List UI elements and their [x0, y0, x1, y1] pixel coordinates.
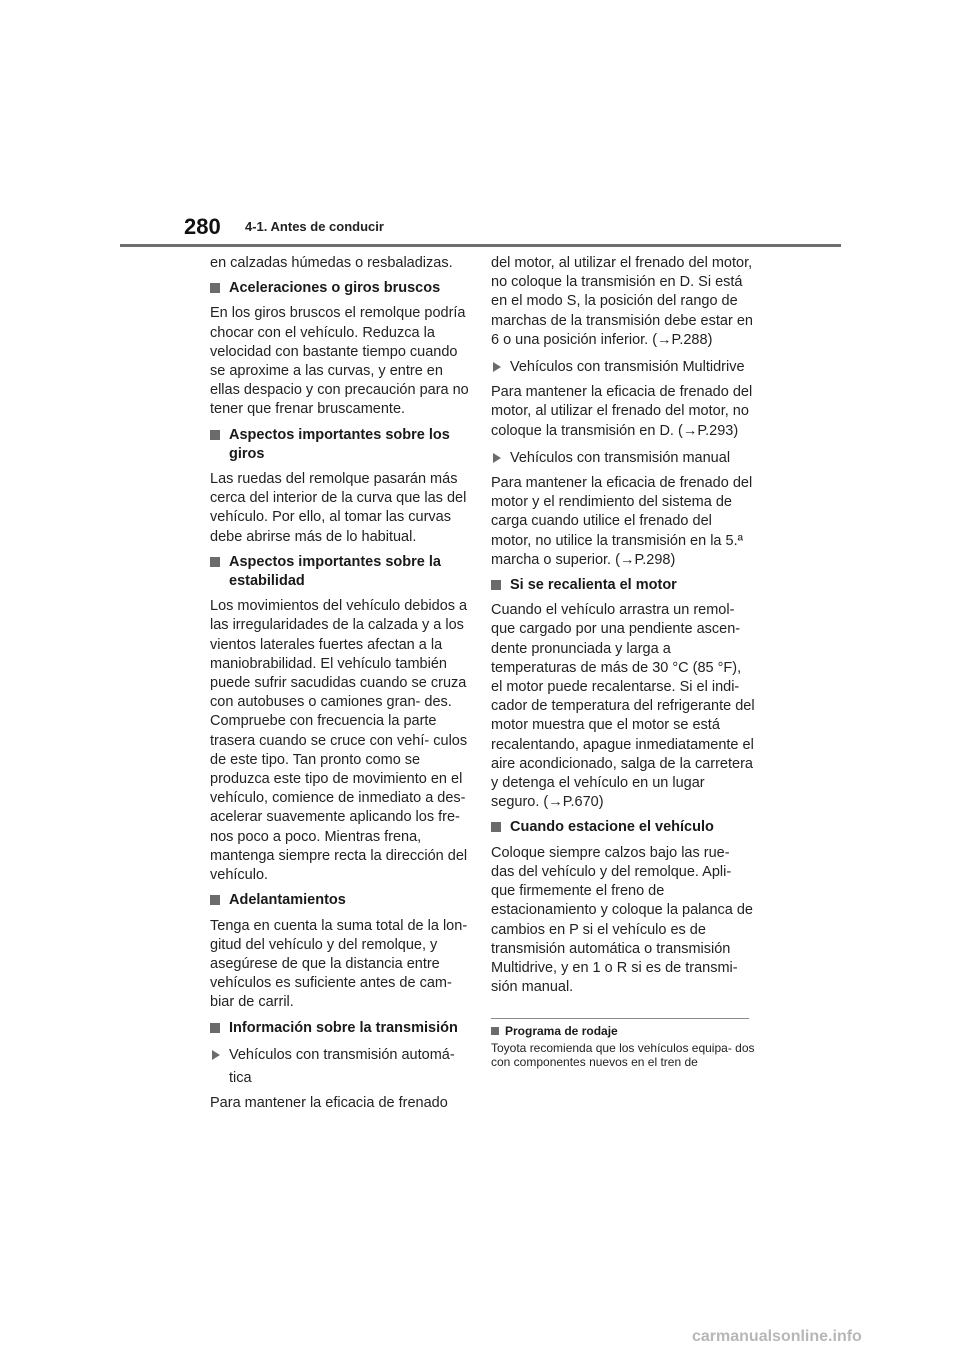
subheading-multidrive	[491, 358, 756, 377]
heading-aceleraciones	[210, 279, 475, 298]
watermark: carmanualsonline.info	[692, 1328, 862, 1345]
paragraph: Para mantener la eficacia de frenado del motor, al utilizar el frenado del motor, no coloque la transmisión en D. (→P.293)	[491, 384, 753, 439]
square-bullet-icon	[210, 1023, 220, 1033]
heading-giros	[210, 426, 475, 464]
paragraph: Tenga en cuenta la suma total de la lon- gitud del vehículo y del remolque, y asegúrese de que la distancia entre vehículos es suficiente antes de cam- biar de carril.	[210, 917, 468, 1011]
subheading-text: Vehículos con transmisión Multidrive	[510, 359, 745, 376]
section-title: 4-1. Antes de conducir	[245, 219, 384, 234]
subheading-manual	[491, 449, 756, 468]
triangle-bullet-icon	[212, 1050, 220, 1060]
note-divider	[491, 1018, 749, 1019]
heading-text: Adelantamientos	[229, 892, 346, 909]
subheading-automatica	[210, 1046, 475, 1065]
heading-text: Si se recalienta el motor	[510, 577, 677, 594]
paragraph: Coloque siempre calzos bajo las rue- das del vehículo y del remolque. Apli- que firmemente el freno de estacionamiento y coloque la palanca de cambios en P si el vehículo es de transmisión automática o transmisión Multidrive, y en 1 o R si es de transmi- sión manual.	[491, 844, 753, 996]
heading-estabilidad	[210, 553, 475, 591]
heading-text: Aspectos importantes sobre la estabilidad	[229, 553, 441, 590]
right-column	[491, 254, 756, 1069]
note-heading-text: Programa de rodaje	[505, 1024, 618, 1039]
heading-text: Información sobre la transmisión	[229, 1019, 458, 1036]
page-number: 280	[184, 214, 221, 239]
note-heading	[491, 1024, 756, 1039]
paragraph: del motor, al utilizar el frenado del motor, no coloque la transmisión en D. Si está en el modo S, la posición del rango de marchas de la transmisión debe estar en 6 o una posición inferior. (→P.288)	[491, 255, 753, 348]
heading-transmision	[210, 1019, 475, 1038]
square-bullet-icon	[491, 822, 501, 832]
triangle-bullet-icon	[493, 362, 501, 372]
heading-text: Cuando estacione el vehículo	[510, 819, 714, 836]
square-bullet-icon	[210, 430, 220, 440]
subheading-text: Vehículos con transmisión automá-	[229, 1046, 455, 1063]
heading-text: Aceleraciones o giros bruscos	[229, 280, 441, 297]
heading-text: Aspectos importantes sobre los giros	[229, 426, 450, 462]
square-bullet-icon	[491, 580, 501, 590]
paragraph: Las ruedas del remolque pasarán más cerca del interior de la curva que las del vehículo. Por ello, al tomar las curvas debe abrirse más de lo habitual.	[210, 471, 467, 545]
paragraph: Cuando el vehículo arrastra un remol- que cargado por una pendiente ascen- dente pronunciada y larga a temperaturas de más de 30 °C (85 °F), el motor puede recalentarse. Si el indi- cador de temperatura del refrigerante del motor muestra que el motor se está recalentando, apague inmediatamente el aire acondicionado, salga de la carretera y detenga el vehículo en un lugar seguro. (→P.670)	[491, 602, 755, 811]
note-text: Toyota recomienda que los vehículos equipa- dos con componentes nuevos en el tren de	[491, 1041, 755, 1070]
paragraph: Para mantener la eficacia de frenado del motor y el rendimiento del sistema de carga cuando utilice el frenado del motor, no utilice la transmisión en la 5.ª marcha o superior. (→P.298)	[491, 475, 753, 568]
paragraph: Para mantener la eficacia de frenado	[210, 1095, 448, 1112]
square-bullet-icon	[210, 557, 220, 567]
paragraph: En los giros bruscos el remolque podría chocar con el vehículo. Reduzca la velocidad con bastante tiempo cuando se aproxime a las curvas, y entre en ellas despacio y con precaución para no tener que frenar bruscamente.	[210, 305, 469, 418]
heading-estacione	[491, 818, 756, 837]
heading-recalienta	[491, 576, 756, 595]
subheading-text: Vehículos con transmisión manual	[510, 449, 731, 466]
square-bullet-icon	[491, 1027, 499, 1035]
intro-text: en calzadas húmedas o resbaladizas.	[210, 255, 453, 271]
triangle-bullet-icon	[493, 453, 501, 463]
header-divider	[120, 244, 841, 247]
paragraph: Los movimientos del vehículo debidos a las irregularidades de la calzada y a los vientos laterales fuertes afectan a la maniobrabilidad. El vehículo también puede sufrir sacudidas cuando se cruza con autobuses o camiones gran- des. Compruebe con frecuencia la parte trasera cuando se cruce con vehí- culos de este tipo. Tan pronto como se produzca este tipo de movimiento en el vehículo, comience de inmediato a des- acelerar suavemente aplicando los fre- nos poco a poco. Mientras frena, mantenga siempre recta la dirección del vehículo.	[210, 598, 468, 884]
square-bullet-icon	[210, 283, 220, 293]
square-bullet-icon	[210, 895, 220, 905]
subheading-continuation: tica	[229, 1069, 252, 1086]
left-column	[210, 254, 475, 1113]
heading-adelantamientos	[210, 891, 475, 910]
